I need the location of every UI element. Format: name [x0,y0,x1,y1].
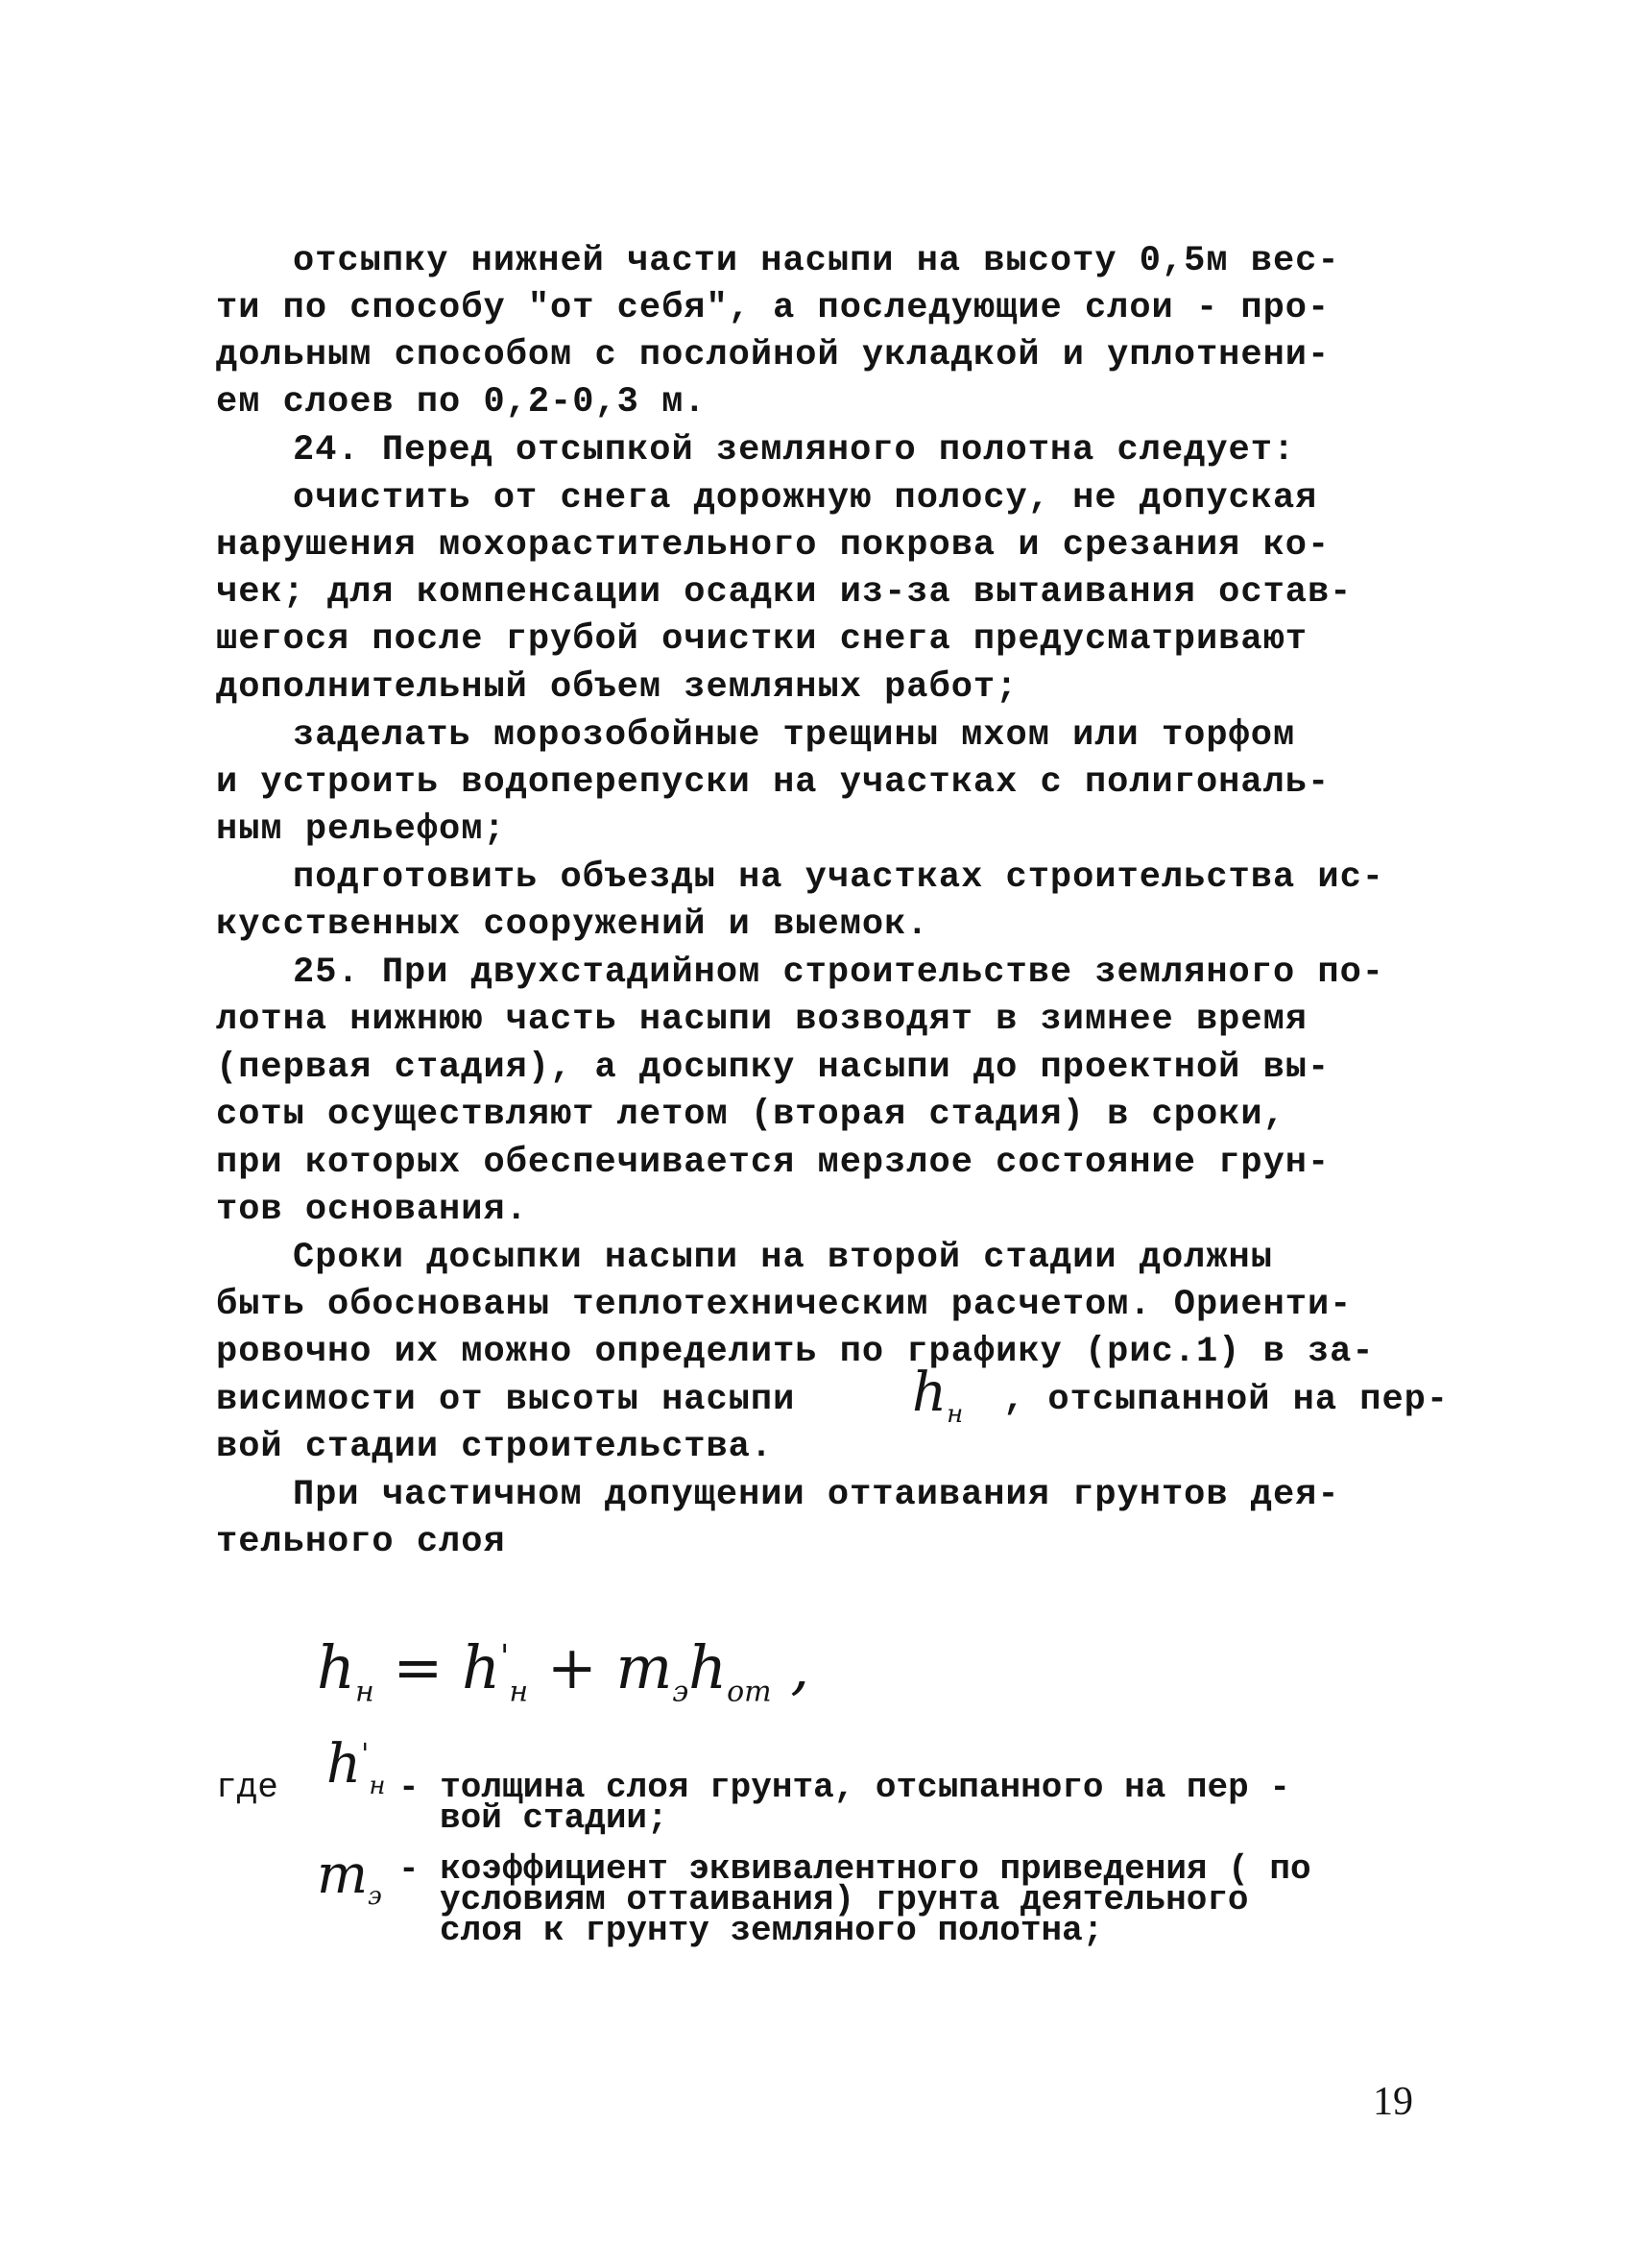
definition-line: условиям оттаивания) грунта деятельного [440,1880,1249,1919]
text-line: ем слоев по 0,2-0,3 м. [216,382,707,422]
text-line: Сроки досыпки насыпи на второй стадии должны [293,1238,1273,1278]
text-line: кусственных сооружений и выемок. [216,905,929,945]
definition-line: - толщина слоя грунта, отсыпанного на пер - [398,1768,1290,1807]
text-line: при которых обеспечивается мерзлое состояние грун- [216,1143,1331,1183]
text-line: тов основания. [216,1190,528,1230]
text-line: шегося после грубой очистки снега предусматривают [216,619,1308,660]
text-line: чек; для компенсации осадки из-за вытаивания остав- [216,572,1353,613]
text-line: соты осуществляют летом (вторая стадия) в сроки, [216,1095,1285,1135]
text-line: , отсыпанной на пер- [1003,1380,1450,1420]
text-line: отсыпку нижней части насыпи на высоту 0,5м вес- [293,241,1340,281]
text-line: нарушения мохорастительного покрова и срезания ко- [216,525,1331,566]
text-line: дольным способом с послойной укладкой и уплотнени- [216,335,1331,375]
text-line: ным рельефом; [216,809,506,850]
text-line: очистить от снега дорожную полосу, не допуская [293,478,1318,519]
text-line: (первая стадия), а досыпку насыпи до проектной вы- [216,1048,1331,1088]
text-line: При частичном допущении оттаивания грунтов дея- [293,1475,1340,1515]
definition-line: - коэффициент эквивалентного приведения ( по [398,1849,1311,1889]
where-label: где [216,1768,278,1807]
inline-symbol-hn: $h_н$ [912,1362,964,1430]
text-line: дополнительный объем земляных работ; [216,667,1019,708]
definition-line: вой стадии; [440,1798,668,1838]
text-line: ти по способу "от себя", а последующие слои - про- [216,288,1331,328]
text-line: лотна нижнюю часть насыпи возводят в зимнее время [216,1000,1308,1040]
text-line: подготовить объезды на участках строительства ис- [293,857,1384,898]
text-line: висимости от высоты насыпи [216,1380,796,1420]
symbol-m-e: $m_э$ [317,1844,382,1912]
text-line: 24. Перед отсыпкой земляного полотна следует: [293,430,1296,470]
definition-line: слоя к грунту земляного полотна; [440,1911,1104,1950]
text-line: быть обоснованы теплотехническим расчетом. Ориенти- [216,1285,1353,1325]
text-line: и устроить водоперепуски на участках с полигональ- [216,762,1331,803]
text-line: 25. При двухстадийном строительстве земляного по- [293,953,1384,993]
symbol-hn-prime: $h'_н$ [326,1733,386,1801]
text-line: ровочно их можно определить по графику (рис.1) в за- [216,1332,1375,1372]
formula: $h_н = h'_н + m_эh_{от}$ , [317,1632,810,1709]
text-line: вой стадии строительства. [216,1427,774,1467]
page-number: 19 [1373,2080,1413,2124]
text-line: заделать морозобойные трещины мхом или торфом [293,715,1296,756]
text-line: тельного слоя [216,1522,506,1562]
